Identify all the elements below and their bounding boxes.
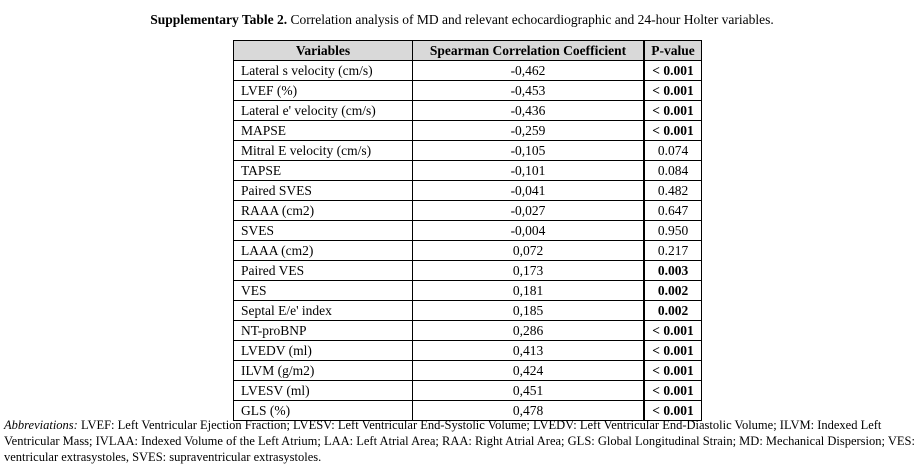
table-row bbox=[234, 301, 702, 321]
cell-coefficient: 0,286 bbox=[413, 321, 645, 341]
table-caption bbox=[0, 11, 924, 29]
cell-p-value: < 0.001 bbox=[644, 341, 702, 361]
cell-variable: Lateral s velocity (cm/s) bbox=[234, 61, 413, 81]
table-row bbox=[234, 81, 702, 101]
cell-coefficient: 0,478 bbox=[413, 401, 645, 421]
cell-variable: MAPSE bbox=[234, 121, 413, 141]
cell-variable: RAAA (cm2) bbox=[234, 201, 413, 221]
table-row bbox=[234, 381, 702, 401]
cell-variable: Paired SVES bbox=[234, 181, 413, 201]
cell-p-value: 0.950 bbox=[644, 221, 702, 241]
abbreviations-label: Abbreviations: bbox=[4, 418, 78, 432]
cell-coefficient: 0,181 bbox=[413, 281, 645, 301]
cell-variable: Lateral e' velocity (cm/s) bbox=[234, 101, 413, 121]
cell-variable: ILVM (g/m2) bbox=[234, 361, 413, 381]
header-p-value: P-value bbox=[644, 41, 702, 61]
table-row bbox=[234, 101, 702, 121]
table-row bbox=[234, 321, 702, 341]
cell-coefficient: 0,413 bbox=[413, 341, 645, 361]
cell-variable: LAAA (cm2) bbox=[234, 241, 413, 261]
cell-p-value: < 0.001 bbox=[644, 401, 702, 421]
table-row bbox=[234, 181, 702, 201]
cell-coefficient: -0,259 bbox=[413, 121, 645, 141]
cell-coefficient: -0,101 bbox=[413, 161, 645, 181]
header-spearman: Spearman Correlation Coefficient bbox=[413, 41, 645, 61]
cell-coefficient: -0,462 bbox=[413, 61, 645, 81]
abbreviations-note bbox=[4, 417, 918, 465]
cell-coefficient: -0,027 bbox=[413, 201, 645, 221]
cell-variable: GLS (%) bbox=[234, 401, 413, 421]
table-row bbox=[234, 341, 702, 361]
cell-variable: LVESV (ml) bbox=[234, 381, 413, 401]
cell-coefficient: 0,173 bbox=[413, 261, 645, 281]
cell-coefficient: 0,185 bbox=[413, 301, 645, 321]
table-row bbox=[234, 361, 702, 381]
caption-lead: Supplementary Table 2. bbox=[150, 12, 288, 27]
correlation-table bbox=[233, 40, 702, 421]
cell-p-value: < 0.001 bbox=[644, 61, 702, 81]
abbreviations-text: LVEF: Left Ventricular Ejection Fraction; LVESV: Left Ventricular End-Systolic Volume; LVEDV: Left Ventricular End-Diastolic Volume; ILVM: Indexed Left Ventricular Mass; IVLAA: Indexed Volume of the Left Atrium; LAA: Left Atrial Area; RAA: Right Atrial Area; GLS: Global Longitudinal Strain; MD: Mechanical Dispersion; VES: ventricular extrasystoles, SVES: supraventricular extrasystoles. bbox=[4, 418, 915, 464]
table-row bbox=[234, 161, 702, 181]
cell-p-value: 0.482 bbox=[644, 181, 702, 201]
cell-p-value: 0.084 bbox=[644, 161, 702, 181]
cell-coefficient: 0,424 bbox=[413, 361, 645, 381]
cell-variable: LVEF (%) bbox=[234, 81, 413, 101]
cell-variable: Mitral E velocity (cm/s) bbox=[234, 141, 413, 161]
cell-variable: VES bbox=[234, 281, 413, 301]
cell-coefficient: -0,041 bbox=[413, 181, 645, 201]
caption-text: Correlation analysis of MD and relevant echocardiographic and 24-hour Holter variables. bbox=[287, 12, 774, 27]
table-row bbox=[234, 281, 702, 301]
cell-variable: TAPSE bbox=[234, 161, 413, 181]
cell-coefficient: 0,451 bbox=[413, 381, 645, 401]
header-variables: Variables bbox=[234, 41, 413, 61]
cell-p-value: < 0.001 bbox=[644, 361, 702, 381]
cell-variable: Paired VES bbox=[234, 261, 413, 281]
table-row bbox=[234, 141, 702, 161]
table-row bbox=[234, 261, 702, 281]
cell-coefficient: -0,004 bbox=[413, 221, 645, 241]
table-row bbox=[234, 241, 702, 261]
cell-variable: LVEDV (ml) bbox=[234, 341, 413, 361]
cell-p-value: < 0.001 bbox=[644, 81, 702, 101]
table-header-row bbox=[234, 41, 702, 61]
table-row bbox=[234, 61, 702, 81]
cell-p-value: < 0.001 bbox=[644, 121, 702, 141]
cell-p-value: 0.217 bbox=[644, 241, 702, 261]
cell-coefficient: -0,436 bbox=[413, 101, 645, 121]
cell-p-value: 0.002 bbox=[644, 281, 702, 301]
table-row bbox=[234, 121, 702, 141]
cell-p-value: < 0.001 bbox=[644, 101, 702, 121]
cell-variable: Septal E/e' index bbox=[234, 301, 413, 321]
cell-coefficient: -0,105 bbox=[413, 141, 645, 161]
cell-coefficient: -0,453 bbox=[413, 81, 645, 101]
cell-p-value: 0.074 bbox=[644, 141, 702, 161]
cell-p-value: 0.003 bbox=[644, 261, 702, 281]
cell-p-value: 0.647 bbox=[644, 201, 702, 221]
cell-coefficient: 0,072 bbox=[413, 241, 645, 261]
table-row bbox=[234, 201, 702, 221]
cell-p-value: < 0.001 bbox=[644, 321, 702, 341]
cell-variable: SVES bbox=[234, 221, 413, 241]
cell-p-value: < 0.001 bbox=[644, 381, 702, 401]
cell-variable: NT-proBNP bbox=[234, 321, 413, 341]
table-body bbox=[234, 61, 702, 421]
table-row bbox=[234, 221, 702, 241]
cell-p-value: 0.002 bbox=[644, 301, 702, 321]
